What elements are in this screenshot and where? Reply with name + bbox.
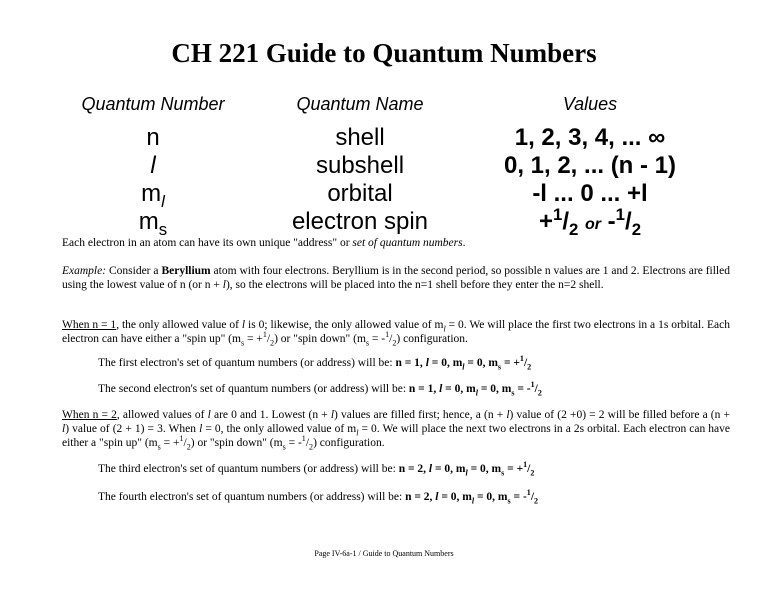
column-header: Values — [562, 94, 618, 114]
name-shell: shell — [335, 124, 385, 151]
values-ml: -l ... 0 ... +l — [532, 180, 648, 207]
number-ms: $m_s$ — [138, 208, 168, 239]
name-spin: electron spin — [291, 208, 429, 235]
values-n: 1, 2, 3, 4, ... ∞ — [514, 124, 666, 151]
n2-paragraph: When n = 2, allowed values of l are 0 and 1. Lowest (n + l) values are filled first; hence, a (n + l) value of (2 +0) = 2 will be filled before a (n + l) value of (2 + 1) = 3. When l = 0, the only allowed value of $m_l = 0$. We will place the next two electrons in a 2s orbital. Each electron can have either a "spin up" $(m_s = +^1/_2)$ or "spin down" $(m_s = -^1/_2)$ configuration. — [62, 409, 730, 452]
values-column — [490, 94, 690, 239]
number-l: l — [150, 152, 156, 179]
page-footer: Page IV-6a-1 / Guide to Quantum Numbers — [314, 549, 454, 558]
column-header: Quantum Name — [296, 94, 424, 114]
column-header: Quantum Number — [81, 94, 225, 114]
intro-paragraph: Each electron in an atom can have its own unique "address" or set of quantum numbers. — [62, 237, 466, 249]
quantum-name-column — [270, 94, 450, 236]
example-paragraph: Example: Consider a Beryllium atom with four electrons. Beryllium is in the second period, so possible n values are 1 and 2. Electrons are filled using the lowest value of n (or n + l), so the electrons will be placed into the n=1 shell before they enter the n=2 shell. — [62, 265, 730, 291]
electron-3-line: The third electron's set of quantum numbers (or address) will be: n = 2, l = 0, $m_l = 0$, $m_s = +^1/_2$ — [98, 460, 535, 478]
page-title: CH 221 Guide to Quantum Numbers — [171, 38, 597, 68]
electron-1-line: The first electron's set of quantum numbers (or address) will be: n = 1, l = 0, $m_l = 0$, $m_s = +^1/_2$ — [98, 354, 532, 372]
name-subshell: subshell — [315, 152, 405, 179]
name-orbital: orbital — [327, 180, 393, 207]
number-ml: $m_l$ — [141, 180, 165, 211]
electron-2-line: The second electron's set of quantum numbers (or address) will be: n = 1, l = 0, $m_l = 0$, $m_s = -^1/_2$ — [98, 380, 542, 398]
values-l: 0, 1, 2, ... (n - 1) — [503, 152, 677, 179]
electron-4-line: The fourth electron's set of quantum numbers (or address) will be: n = 2, l = 0, $m_l = 0$, $m_s = -^1/_2$ — [98, 488, 539, 506]
n1-paragraph: When n = 1, the only allowed value of l is 0; likewise, the only allowed value of $m_l = 0$. We will place the first two electrons in a 1s orbital. Each electron can have either a "spin up" $(m_s = +^1/_2)$ or "spin down" $(m_s = -^1/_2)$ configuration. — [62, 319, 730, 348]
number-n: n — [146, 124, 160, 151]
quantum-number-column — [62, 94, 244, 239]
values-ms: $+^1/_2$ or $-^1/_2$ — [538, 205, 642, 239]
